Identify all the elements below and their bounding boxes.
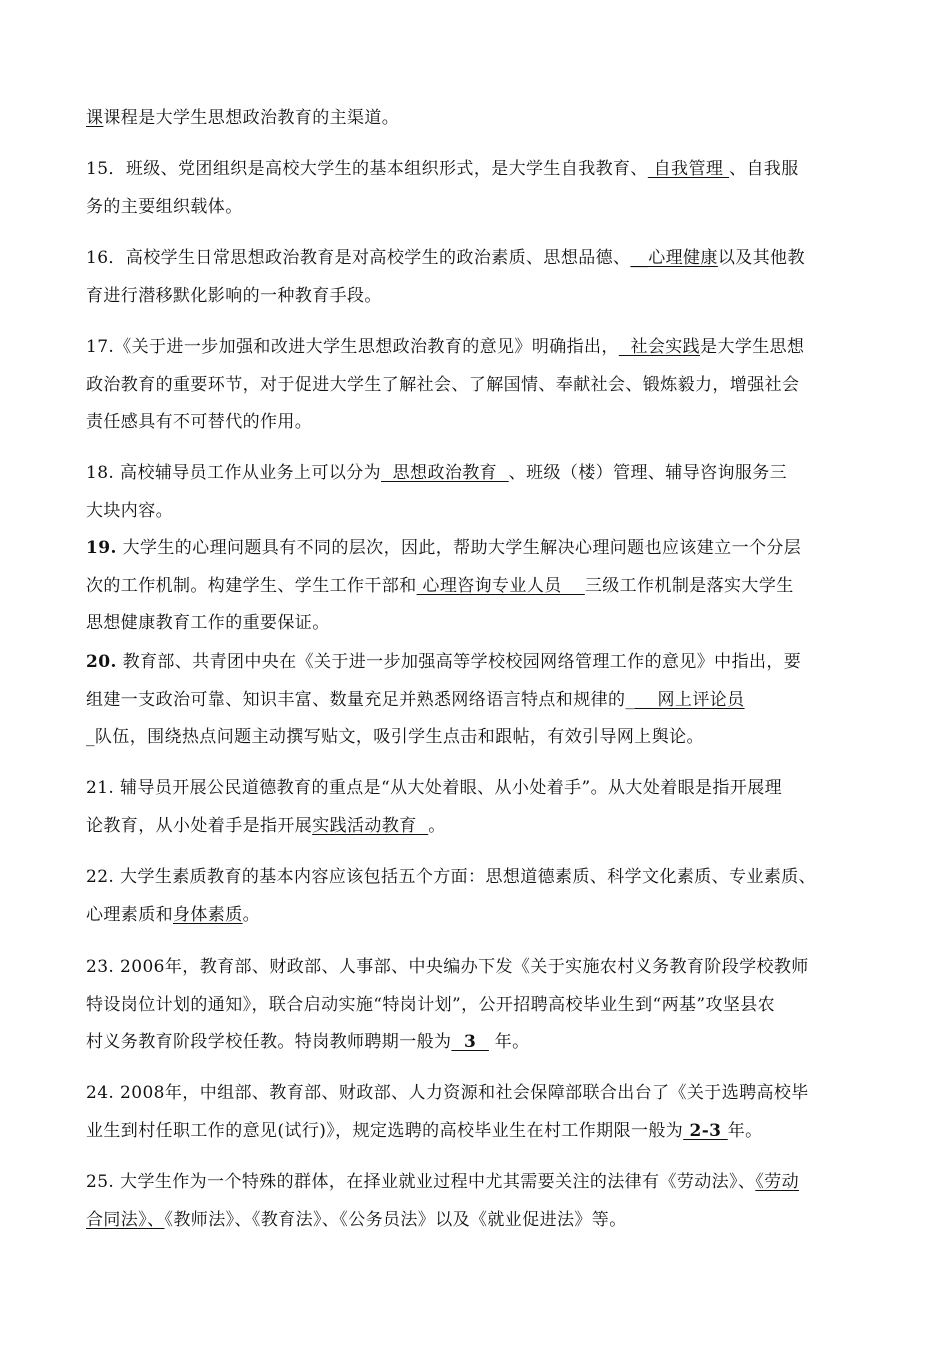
answer-blank: 网上评论员	[634, 689, 745, 710]
question-number: 20.	[86, 652, 117, 672]
answer-blank: __心理健康	[630, 248, 718, 268]
answer-blank: 2-3	[683, 1120, 728, 1141]
paragraph-21: 21. 辅导员开展公民道德教育的重点是“从大处着眼、从小处着手”。从大处着眼是指开展理 论教育，从小处着手是指开展实践活动教育 。	[86, 778, 783, 836]
question-number: 19.	[86, 538, 117, 558]
paragraph-22: 22. 大学生素质教育的基本内容应该包括五个方面：思想道德素质、科学文化素质、专业素质、 心理素质和身体素质。	[86, 867, 817, 925]
paragraph-19: 19. 大学生的心理问题具有不同的层次，因此，帮助大学生解决心理问题也应该建立一个分层 次的工作机制。构建学生、学生工作干部和 心理咨询专业人员 三级工作机制是落实大学生 思想健康教育工作的重要保证。	[86, 538, 802, 633]
paragraph-20: 20. 教育部、共青团中央在《关于进一步加强高等学校校园网络管理工作的意见》中指出，要 组建一支政治可靠、知识丰富、数量充足并熟悉网络语言特点和规律的_ 网上评论员 _队伍，围绕热点问题主动撰写贴文，吸引学生点击和跟帖，有效引导网上舆论。	[86, 652, 802, 747]
paragraph-18: 18. 高校辅导员工作从业务上可以分为 思想政治教育 、班级（楼）管理、辅导咨询服务三 大块内容。	[86, 463, 788, 521]
paragraph-24: 24. 2008年，中组部、教育部、财政部、人力资源和社会保障部联合出台了《关于选聘高校毕 业生到村任职工作的意见(试行)》，规定选聘的高校毕业生在村工作期限一般为 2-3 年。	[86, 1083, 809, 1141]
answer-blank: 《劳动	[755, 1172, 800, 1192]
answer-blank: 3	[451, 1032, 489, 1052]
paragraph-17: 17.《关于进一步加强和改进大学生思想政治教育的意见》明确指出， 社会实践是大学生思想 政治教育的重要环节，对于促进大学生了解社会、了解国情、奉献社会、锻炼毅力，增强社会 责任感具有不可替代的作用。	[86, 337, 805, 432]
answer-blank: 身体素质	[173, 904, 243, 925]
answer-blank: 心理咨询专业人员	[416, 575, 585, 596]
answer-blank: 思想政治教育	[381, 463, 509, 483]
paragraph-14: 课课程是大学生思想政治教育的主渠道。	[86, 108, 400, 128]
answer-blank: 社会实践	[618, 337, 701, 357]
paragraph-16: 16．高校学生日常思想政治教育是对高校学生的政治素质、思想品德、__心理健康以及其他教 育进行潜移默化影响的一种教育手段。	[86, 248, 805, 306]
answer-blank: 实践活动教育	[312, 815, 429, 836]
paragraph-15: 15．班级、党团组织是高校大学生的基本组织形式，是大学生自我教育、 自我管理 、自我服 务的主要组织载体。	[86, 159, 799, 217]
paragraph-25: 25. 大学生作为一个特殊的群体，在择业就业过程中尤其需要关注的法律有《劳动法》、《劳动 合同法》、《教师法》、《教育法》、《公务员法》以及《就业促进法》等。	[86, 1172, 800, 1230]
underlined-answer: 课	[86, 108, 104, 128]
answer-blank: 自我管理	[647, 159, 730, 179]
paragraph-23: 23. 2006年，教育部、财政部、人事部、中央编办下发《关于实施农村义务教育阶段学校教师 特设岗位计划的通知》，联合启动实施“特岗计划”，公开招聘高校毕业生到“两基”攻坚县农 村义务教育阶段学校任教。特岗教师聘期一般为 3 年。	[86, 957, 809, 1052]
answer-blank: 合同法》、	[86, 1209, 165, 1230]
